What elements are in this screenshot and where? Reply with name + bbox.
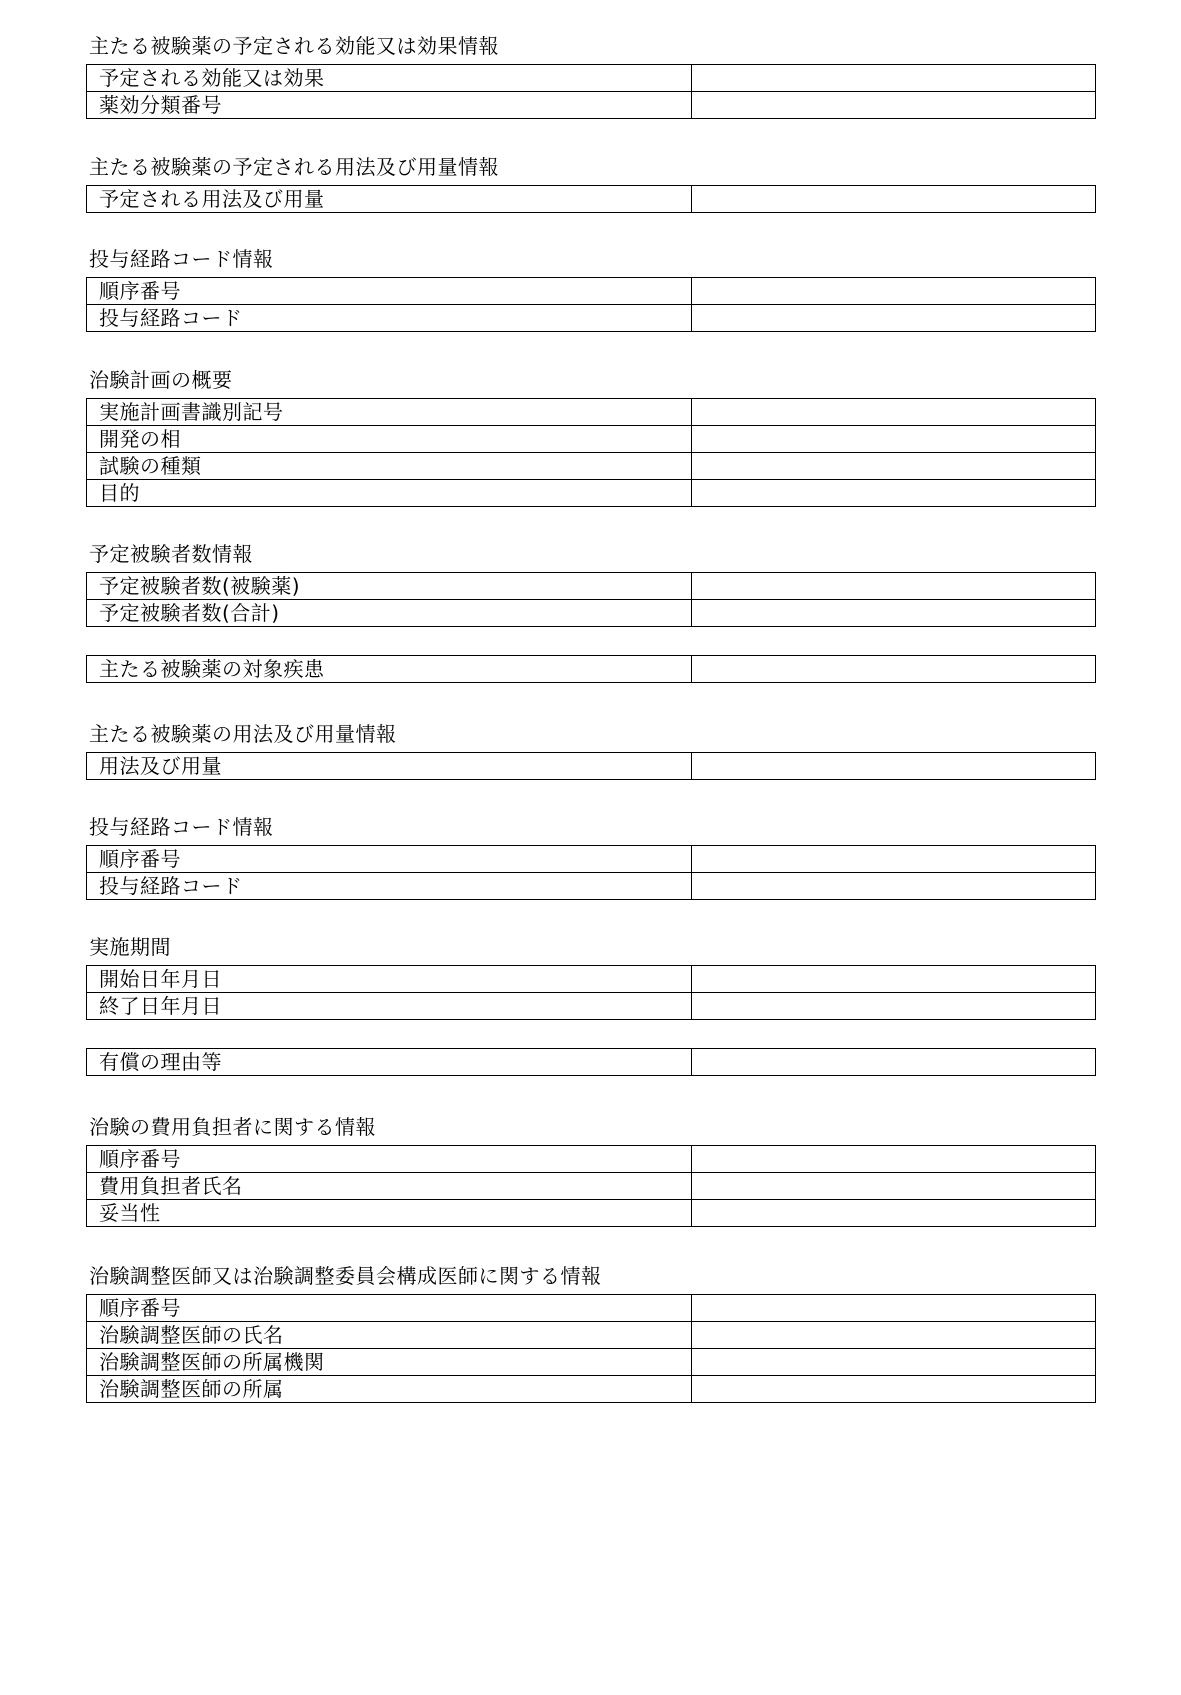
field-label: 用法及び用量 [87,753,692,780]
table-row [87,186,1096,213]
field-value[interactable] [692,1146,1096,1173]
table-row [87,1295,1096,1322]
table-row [87,846,1096,873]
form-section [86,722,1094,780]
form-section [86,1115,1094,1227]
table-row [87,656,1096,683]
field-value[interactable] [692,305,1096,332]
field-label: 目的 [87,480,692,507]
field-value[interactable] [692,966,1096,993]
form-section [86,155,1094,213]
field-value[interactable] [692,1322,1096,1349]
field-label: 試験の種類 [87,453,692,480]
field-value[interactable] [692,1200,1096,1227]
table-row [87,966,1096,993]
form-section [86,935,1094,1020]
field-label: 治験調整医師の氏名 [87,1322,692,1349]
form-table [86,277,1096,332]
form-section [86,368,1094,507]
table-row [87,993,1096,1020]
field-value[interactable] [692,1173,1096,1200]
field-value[interactable] [692,453,1096,480]
field-label: 治験調整医師の所属機関 [87,1349,692,1376]
form-section [86,655,1094,683]
section-title: 治験計画の概要 [89,368,233,392]
field-label: 費用負担者氏名 [87,1173,692,1200]
table-row [87,600,1096,627]
form-table [86,752,1096,780]
section-title: 治験調整医師又は治験調整委員会構成医師に関する情報 [89,1264,602,1288]
field-label: 妥当性 [87,1200,692,1227]
table-row [87,873,1096,900]
field-value[interactable] [692,846,1096,873]
form-table [86,655,1096,683]
table-row [87,1322,1096,1349]
form-section [86,1048,1094,1076]
field-label: 予定被験者数(合計) [87,600,692,627]
field-value[interactable] [692,65,1096,92]
table-row [87,1146,1096,1173]
section-title: 主たる被験薬の予定される用法及び用量情報 [89,155,499,179]
table-row [87,278,1096,305]
field-value[interactable] [692,186,1096,213]
field-value[interactable] [692,1376,1096,1403]
field-value[interactable] [692,399,1096,426]
field-label: 薬効分類番号 [87,92,692,119]
table-row [87,1173,1096,1200]
field-label: 有償の理由等 [87,1049,692,1076]
field-label: 開始日年月日 [87,966,692,993]
field-label: 投与経路コード [87,305,692,332]
table-row [87,480,1096,507]
field-value[interactable] [692,656,1096,683]
section-title: 予定被験者数情報 [89,542,253,566]
form-table [86,1145,1096,1227]
table-row [87,1376,1096,1403]
field-label: 予定される効能又は効果 [87,65,692,92]
field-label: 治験調整医師の所属 [87,1376,692,1403]
field-label: 予定される用法及び用量 [87,186,692,213]
field-label: 終了日年月日 [87,993,692,1020]
form-table [86,1294,1096,1403]
field-value[interactable] [692,1349,1096,1376]
form-table [86,572,1096,627]
table-row [87,1200,1096,1227]
field-value[interactable] [692,1295,1096,1322]
form-section [86,1264,1094,1403]
table-row [87,92,1096,119]
table-row [87,753,1096,780]
field-label: 投与経路コード [87,873,692,900]
table-row [87,1049,1096,1076]
table-row [87,1349,1096,1376]
field-label: 開発の相 [87,426,692,453]
field-label: 主たる被験薬の対象疾患 [87,656,692,683]
field-label: 予定被験者数(被験薬) [87,573,692,600]
field-value[interactable] [692,480,1096,507]
section-title: 投与経路コード情報 [89,247,274,271]
field-value[interactable] [692,753,1096,780]
table-row [87,399,1096,426]
section-title: 投与経路コード情報 [89,815,274,839]
table-row [87,65,1096,92]
form-section [86,247,1094,332]
section-title: 主たる被験薬の予定される効能又は効果情報 [89,34,499,58]
section-title: 実施期間 [89,935,171,959]
field-value[interactable] [692,873,1096,900]
field-value[interactable] [692,600,1096,627]
field-value[interactable] [692,573,1096,600]
field-label: 順序番号 [87,1295,692,1322]
field-value[interactable] [692,1049,1096,1076]
field-value[interactable] [692,426,1096,453]
field-label: 実施計画書識別記号 [87,399,692,426]
form-section [86,542,1094,627]
form-table [86,398,1096,507]
field-value[interactable] [692,278,1096,305]
form-table [86,185,1096,213]
table-row [87,305,1096,332]
field-label: 順序番号 [87,846,692,873]
form-table [86,965,1096,1020]
form-table [86,1048,1096,1076]
form-section [86,815,1094,900]
form-table [86,64,1096,119]
field-value[interactable] [692,993,1096,1020]
table-row [87,426,1096,453]
form-section [86,34,1094,119]
table-row [87,453,1096,480]
table-row [87,573,1096,600]
field-value[interactable] [692,92,1096,119]
field-label: 順序番号 [87,1146,692,1173]
form-table [86,845,1096,900]
field-label: 順序番号 [87,278,692,305]
section-title: 治験の費用負担者に関する情報 [89,1115,376,1139]
section-title: 主たる被験薬の用法及び用量情報 [89,722,397,746]
